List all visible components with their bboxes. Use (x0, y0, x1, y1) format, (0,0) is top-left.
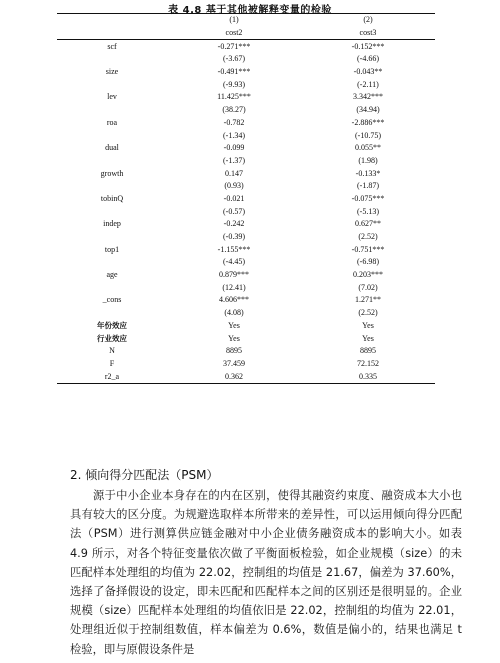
regression-table (57, 13, 435, 384)
table-row-tstat (57, 104, 435, 117)
row-label: 行业效应 (97, 333, 127, 343)
cell-col-2: 8895 (360, 346, 376, 356)
header-col-2-number: (2) (301, 14, 435, 27)
cell-col-1: -0.271*** (217, 41, 251, 51)
cell-col-2: (-1.87) (357, 181, 379, 191)
cell-col-1: (12.41) (222, 282, 246, 292)
table-row-tstat (57, 180, 435, 193)
cell-col-2: 3.342*** (353, 92, 383, 102)
table-row (57, 91, 435, 104)
body-paragraph-block (70, 486, 462, 659)
cell-col-1: (-0.39) (223, 232, 245, 242)
cell-col-2: Yes (362, 333, 374, 343)
cell-col-2: (-2.11) (357, 79, 379, 89)
row-label: scf (107, 41, 117, 51)
row-label (57, 231, 167, 244)
cell-col-1: 0.147 (225, 168, 243, 178)
cell-col-2: (-4.66) (357, 54, 379, 64)
cell-col-1: (-3.67) (223, 54, 245, 64)
cell-col-2: -0.043** (353, 67, 383, 77)
table-row (57, 218, 435, 231)
cell-col-1: (-4.45) (223, 257, 245, 267)
table-row (57, 294, 435, 307)
row-label (57, 104, 167, 117)
cell-col-1: -1.155*** (217, 244, 251, 254)
cell-col-1: -0.491*** (217, 67, 251, 77)
row-label: lev (107, 92, 117, 102)
cell-col-2: -0.751*** (351, 244, 385, 254)
cell-col-2: 0.055** (355, 143, 381, 153)
cell-col-1: -0.782 (223, 117, 245, 127)
table-row (57, 332, 435, 345)
table-row-tstat (57, 78, 435, 91)
cell-col-1: 37.459 (223, 358, 245, 368)
cell-col-1: 4.606*** (219, 295, 249, 305)
header-row-numbers (57, 14, 435, 27)
cell-col-2: -0.075*** (351, 193, 385, 203)
row-label: 年份效应 (97, 320, 127, 330)
table-row-tstat (57, 281, 435, 294)
cell-col-1: (-1.37) (223, 155, 245, 165)
cell-col-2: 0.335 (301, 370, 435, 383)
row-label (57, 129, 167, 142)
cell-col-2: Yes (362, 320, 374, 330)
row-label: roa (106, 117, 118, 127)
row-label: r2_a (57, 370, 167, 383)
cell-col-1: (-0.57) (223, 206, 245, 216)
table-row (57, 345, 435, 358)
table-row-tstat (57, 205, 435, 218)
cell-col-1: 8895 (226, 346, 242, 356)
table-row (57, 193, 435, 206)
row-label (57, 78, 167, 91)
table-row-tstat (57, 307, 435, 320)
row-label (57, 155, 167, 168)
header-empty (57, 14, 167, 27)
row-label (57, 205, 167, 218)
cell-col-1: Yes (228, 333, 240, 343)
cell-col-2: (-5.13) (357, 206, 379, 216)
cell-col-2: -0.133* (355, 168, 381, 178)
cell-col-2: 1.271** (355, 295, 381, 305)
table-row (57, 269, 435, 282)
table-row (57, 320, 435, 333)
cell-col-2: (1.98) (358, 155, 378, 165)
cell-col-1: (-9.93) (223, 79, 245, 89)
header-col-1-number: (1) (167, 14, 301, 27)
cell-col-2: 0.203*** (353, 270, 383, 280)
row-label (57, 180, 167, 193)
cell-col-1: 0.362 (167, 370, 301, 383)
header-col-2-name: cost3 (301, 27, 435, 40)
row-label: growth (100, 168, 124, 178)
row-label: F (109, 358, 115, 368)
row-label: _cons (102, 295, 122, 305)
cell-col-1: 11.425*** (217, 92, 251, 102)
cell-col-1: (0.93) (224, 181, 244, 191)
row-label (57, 256, 167, 269)
row-label: N (109, 346, 115, 356)
row-label: age (106, 270, 118, 280)
row-label (57, 281, 167, 294)
cell-col-2: (7.02) (358, 282, 378, 292)
table-row-tstat (57, 231, 435, 244)
header-empty (57, 27, 167, 40)
cell-col-2: (34.94) (356, 105, 380, 115)
table-row (57, 243, 435, 256)
section-heading: 2. 倾向得分匹配法（PSM） (70, 468, 219, 482)
table-row-tstat (57, 155, 435, 168)
header-col-1-name: cost2 (167, 27, 301, 40)
cell-col-1: (4.08) (224, 308, 244, 318)
row-label (57, 307, 167, 320)
table-row (57, 167, 435, 180)
body-paragraph: 源于中小企业本身存在的内在区别，使得其融资约束度、融资成本大小也具有较大的区分度。为规避选取样本所带来的差异性，可以运用倾向得分匹配法（PSM）进行测算供应链金融对中小企业债务融资成本的影响大小。如表 4.9 所示，对各个特征变量依次做了平衡面板检验，如企业规模（size）的未匹配样本处理组的均值为 22.02，控制组的均值是 21.67，偏差为 37.60%，选择了备择假设的设定，即未匹配和匹配样本之间的区别还是很明显的。企业规模（size）匹配样本处理组的均值依旧是 22.02，控制组的均值为 22.01，处理组近似于控制组数值，样本偏差为 0.6%，数值是偏小的，结果也满足 t 检验，即与原假设条件是 (70, 489, 462, 656)
table-row (57, 142, 435, 155)
table-row (57, 358, 435, 371)
table-row-tstat (57, 256, 435, 269)
row-label: dual (105, 143, 119, 153)
header-row-names (57, 27, 435, 40)
table-row (57, 117, 435, 130)
cell-col-1: (38.27) (222, 105, 246, 115)
row-label (57, 53, 167, 66)
cell-col-2: 0.627** (355, 219, 381, 229)
table-row (57, 40, 435, 53)
cell-col-2: (-10.75) (355, 130, 381, 140)
row-label: indep (103, 219, 121, 229)
cell-col-1: -0.021 (223, 193, 245, 203)
row-label: top1 (104, 244, 120, 254)
cell-col-2: -0.152*** (351, 41, 385, 51)
cell-col-1: 0.879*** (219, 270, 249, 280)
table-row (57, 66, 435, 79)
table-row (57, 370, 435, 383)
cell-col-1: Yes (228, 320, 240, 330)
row-label: tobinQ (100, 193, 124, 203)
cell-col-1: (-1.34) (223, 130, 245, 140)
cell-col-2: (-6.98) (357, 257, 379, 267)
table-row-tstat (57, 53, 435, 66)
cell-col-1: -0.099 (223, 143, 245, 153)
cell-col-2: 72.152 (357, 358, 379, 368)
cell-col-2: -2.886*** (351, 117, 385, 127)
cell-col-1: -0.242 (223, 219, 245, 229)
row-label: size (105, 67, 119, 77)
table-caption: 表 4.8 基于其他被解释变量的检验 (168, 5, 332, 16)
cell-col-2: (2.52) (358, 308, 378, 318)
cell-col-2: (2.52) (358, 232, 378, 242)
table-row-tstat (57, 129, 435, 142)
